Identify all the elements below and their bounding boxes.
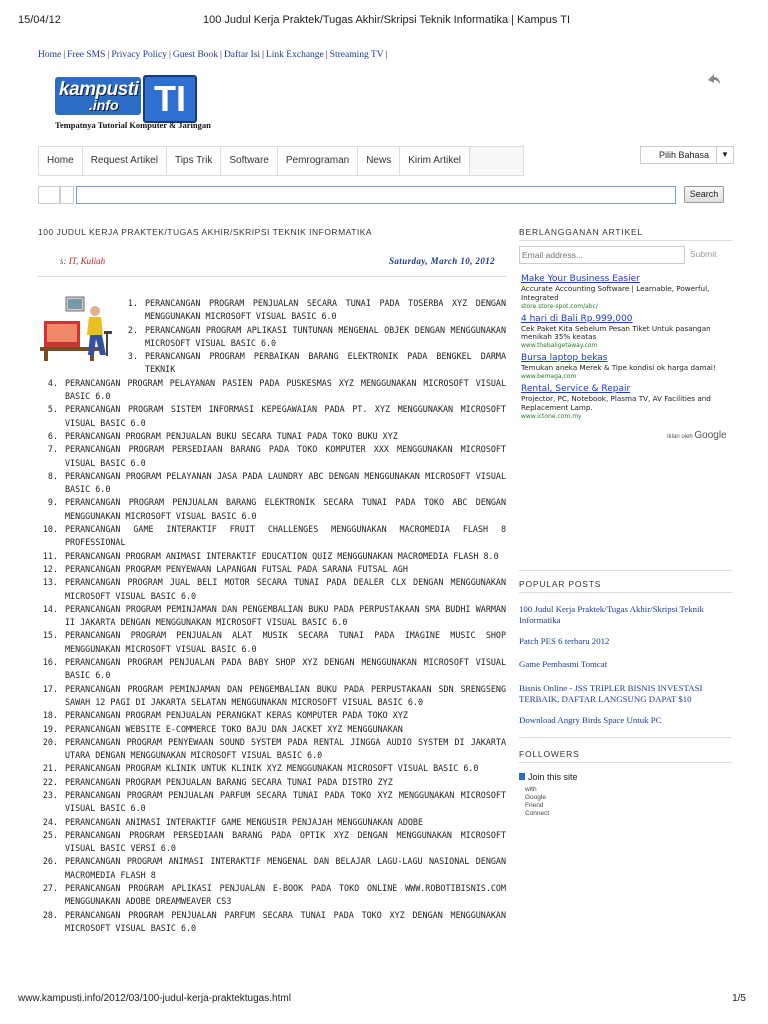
list-number: 28. — [42, 909, 58, 920]
list-text: PERANCANGAN PROGRAM PENJUALAN BARANG ELEKTRONIK SECARA TUNAI PADA TOKO ABC DENGAN MENGGUNAKAN MICROSOFT VISUAL BASIC 6.0 — [65, 497, 506, 521]
list-item — [38, 430, 506, 443]
main-nav — [38, 146, 524, 176]
submit-button[interactable]: Submit — [690, 249, 717, 259]
list-item — [38, 496, 506, 523]
list-number: 22. — [42, 776, 58, 787]
list-text: PERANCANGAN PROGRAM PENJUALAN PARFUM SECARA TUNAI PADA TOKO XYZ MENGGUNAKAN MICROSOFT VISUAL BASIC 6.0 — [65, 789, 506, 814]
logo-ti: TI — [143, 75, 197, 123]
list-text: PERANCANGAN PROGRAM KLINIK UNTUK KLINIK XYZ MENGGUNAKAN MICROSOFT VISUAL BASIC 6.0 — [65, 763, 479, 774]
divider — [519, 762, 732, 763]
list-item — [38, 882, 506, 909]
list-number: 8. — [47, 470, 58, 481]
list-number: 7. — [47, 444, 58, 455]
nav-item[interactable]: News — [358, 147, 400, 175]
list-item — [38, 550, 506, 563]
ad-title[interactable]: 4 hari di Bali Rp.999,000 — [521, 313, 633, 324]
logo-text-domain: .info — [89, 97, 119, 113]
list-text: PERANCANGAN PROGRAM PENJUALAN PADA BABY SHOP XYZ DENGAN MENGGUNAKAN MICROSOFT VISUAL BASIC 6.0 — [65, 657, 506, 681]
list-text: PERANCANGAN PROGRAM PENJUALAN BARANG SECARA TUNAI PADA DISTRO ZYZ — [65, 776, 393, 787]
ads-by-google[interactable] — [667, 430, 727, 441]
list-number: 5. — [47, 404, 58, 415]
join-site-button[interactable] — [519, 772, 578, 782]
list-text: PERANCANGAN PROGRAM PERBAIKAN BARANG ELEKTRONIK PADA BENGKEL DARMA TEKNIK — [145, 351, 506, 375]
list-text: PERANCANGAN PROGRAM ANIMASI INTERAKTIF EDUCATION QUIZ MENGGUNAKAN MACROMEDIA FLASH 8.0 — [65, 550, 499, 561]
list-number: 21. — [42, 763, 58, 774]
print-date: 15/04/12 — [18, 14, 61, 26]
list-number: 25. — [42, 829, 58, 840]
list-number: 26. — [42, 856, 58, 867]
post-date: Saturday, March 10, 2012 — [389, 256, 496, 266]
ad-url[interactable]: www.thebaligetaway.com — [521, 342, 598, 350]
list-text: PERANCANGAN PROGRAM PEMINJAMAN DAN PENGEMBALIAN BUKU PADA PERPUSTAKAAN SMA BUDHI WARMAN II JAKARTA DENGAN MENGGUNAKAN MICROSOFT VISUAL BASIC 6.0 — [65, 603, 506, 628]
top-link[interactable]: Guest Book — [172, 50, 219, 60]
list-item — [38, 855, 506, 882]
top-link[interactable]: Link Exchange — [265, 50, 324, 60]
divider — [519, 592, 732, 593]
list-text: PERANCANGAN PROGRAM PENJUALAN PERANGKAT KERAS KOMPUTER PADA TOKO XYZ — [65, 710, 408, 721]
list-number: 18. — [42, 710, 58, 721]
list-number: 9. — [47, 497, 58, 508]
google-logo: Google — [694, 430, 727, 441]
search-input[interactable] — [76, 186, 676, 204]
list-number: 15. — [42, 630, 58, 641]
nav-item[interactable]: Pemrograman — [278, 147, 358, 175]
list-number: 14. — [42, 603, 58, 614]
list-number: 27. — [42, 883, 58, 894]
friend-connect-line: Connect — [525, 810, 550, 817]
list-text: PERANCANGAN PROGRAM PENJUALAN ALAT MUSIK SECARA TUNAI PADA IMAGINE MUSIC SHOP MENGGUNAKAN MICROSOFT VISUAL BASIC 6.0 — [65, 630, 506, 654]
list-item — [38, 709, 506, 722]
search-bar — [38, 186, 724, 204]
list-text: PERANCANGAN PROGRAM PELAYANAN JASA PADA LAUNDRY ABC DENGAN MENGGUNAKAN MICROSOFT VISUAL BASIC 6.0 — [65, 470, 506, 495]
link-separator: | — [262, 50, 264, 60]
list-text: PERANCANGAN PROGRAM APLIKASI PENJUALAN E-BOOK PADA TOKO ONLINE WWW.ROBOTIBISNIS.COM MENGGUNAKAN ADOBE DREAMWEAVER CS3 — [65, 883, 506, 907]
email-field[interactable] — [519, 246, 685, 264]
list-item — [38, 443, 506, 470]
list-text: PERANCANGAN PROGRAM PENYEWAAN LAPANGAN FUTSAL PADA SARANA FUTSAL AGH — [65, 563, 408, 574]
language-select[interactable] — [640, 146, 734, 164]
logo-text: kampusti — [59, 79, 139, 100]
list-text: PERANCANGAN PROGRAM PENJUALAN PARFUM SECARA TUNAI PADA TOKO XYZ DENGAN MENGGUNAKAN MICROSOFT VISUAL BASIC 6.0 — [65, 909, 506, 933]
ad-title[interactable]: Make Your Business Easier — [521, 274, 640, 284]
list-number: 6. — [47, 430, 58, 441]
list-text: PERANCANGAN PROGRAM PENJUALAN BUKU SECARA TUNAI PADA TOKO BUKU XYZ — [65, 430, 398, 441]
friend-connect-line: with — [525, 786, 537, 793]
ads-by-label: Iklan oleh — [667, 434, 693, 440]
top-link[interactable]: Home — [38, 50, 62, 60]
followers-heading: FOLLOWERS — [519, 749, 580, 759]
post-labels — [60, 256, 105, 266]
list-text: PERANCANGAN PROGRAM PEMINJAMAN DAN PENGEMBALIAN BUKU PADA PERPUSTAKAAN SDN SRENGSENG SAWAH 12 PAGI DI JAKARTA SELATAN MENGGUNAKAN MICROSOFT VISUAL BASIC 6.0 — [65, 683, 506, 707]
list-item — [38, 829, 506, 856]
list-item — [38, 297, 506, 324]
list-item — [38, 563, 506, 576]
list-number: 3. — [127, 351, 138, 362]
list-number: 1. — [127, 298, 138, 308]
list-item — [38, 762, 506, 775]
list-item — [38, 377, 506, 404]
list-number: 11. — [42, 550, 58, 561]
ad-unit — [521, 384, 733, 421]
labels-links[interactable]: IT, Kuliah — [68, 256, 106, 266]
list-item — [38, 470, 506, 497]
ad-description: Projector, PC, Notebook, Plasma TV, AV Facilities and Replacement Lamp. — [521, 393, 711, 412]
ad-url[interactable]: store.store-spot.com/abc/ — [521, 302, 598, 310]
nav-item[interactable]: Home — [39, 147, 83, 175]
ad-url[interactable]: www.bemaga.com — [521, 372, 577, 380]
top-link[interactable]: Free SMS — [67, 50, 106, 60]
list-text: PERANCANGAN ANIMASI INTERAKTIF GAME MENGUSIR PENJAJAH MENGGUNAKAN ADOBE — [65, 816, 423, 827]
friend-connect-text — [525, 786, 549, 818]
chevron-down-icon: ▼ — [716, 147, 733, 163]
ad-unit — [521, 353, 733, 381]
popular-post-link[interactable]: Download Angry Birds Space Untuk PC — [519, 715, 662, 725]
list-item — [38, 723, 506, 736]
judul-list — [38, 297, 506, 935]
list-text: PERANCANGAN PROGRAM SISTEM INFORMASI KEPEGAWAIAN PADA PT. XYZ MENGGUNAKAN MICROSOFT VISUAL BASIC 6.0 — [65, 404, 506, 428]
divider — [519, 570, 732, 571]
list-item — [38, 789, 506, 816]
list-text: PERANCANGAN GAME INTERAKTIF FRUIT CHALLENGES MENGGUNAKAN MACROMEDIA FLASH 8 PROFESSIONAL — [65, 524, 506, 548]
ad-unit — [521, 314, 733, 351]
list-text: PERANCANGAN PROGRAM PENYEWAAN SOUND SYSTEM PADA RENTAL JINGGA AUDIO SYSTEM DI JAKARTA UTARA DENGAN MENGGUNAKAN MICROSOFT VISUAL BASIC 6.0 — [65, 736, 506, 761]
list-text: PERANCANGAN PROGRAM PELAYANAN PASIEN PADA PUSKESMAS XYZ MENGGUNAKAN MICROSOFT VISUAL BASIC 6.0 — [65, 377, 506, 402]
list-item — [38, 603, 506, 630]
nav-item[interactable]: Request Artikel — [83, 147, 167, 175]
link-separator: | — [63, 50, 66, 60]
list-text: PERANCANGAN PROGRAM PERSEDIAAN BARANG PADA OPTIK XYZ DENGAN MENGGUNAKAN MICROSOFT VISUAL BASIC VERSI 6.0 — [65, 829, 506, 854]
ad-description: Cek Paket Kita Sebelum Pesan Tiket Untuk pasangan menikah 35% keatas — [521, 323, 711, 342]
site-logo[interactable] — [55, 75, 211, 137]
nav-item[interactable]: Tips Trik — [167, 147, 221, 175]
list-number: 16. — [42, 657, 58, 668]
join-label: Join this site — [528, 772, 578, 782]
list-item — [38, 523, 506, 550]
list-number: 13. — [42, 577, 58, 588]
search-scope-box[interactable] — [38, 186, 60, 204]
list-item — [38, 629, 506, 656]
list-item — [38, 403, 506, 430]
ad-description: Temukan aneka Merek & Tipe kondisi ok harga damai! — [521, 363, 716, 373]
logo-tagline: Tempatnya Tutorial Komputer & Jaringan — [55, 120, 211, 130]
ad-unit — [521, 274, 733, 311]
divider — [519, 240, 732, 241]
post-title: 100 JUDUL KERJA PRAKTEK/TUGAS AKHIR/SKRIPSI TEKNIK INFORMATIKA — [38, 227, 373, 237]
search-button[interactable]: Search — [684, 186, 724, 203]
link-separator: | — [385, 50, 388, 60]
print-header — [18, 14, 746, 28]
list-number: 24. — [42, 816, 58, 827]
top-link[interactable]: Streaming TV — [329, 50, 384, 60]
divider — [38, 276, 506, 277]
ad-url[interactable]: www.ictone.com.my — [521, 412, 582, 420]
share-arrow-icon[interactable] — [707, 72, 721, 86]
popular-posts-heading: POPULAR POSTS — [519, 579, 602, 589]
language-label: Pilih Bahasa — [659, 150, 710, 160]
list-item — [38, 736, 506, 763]
link-separator: | — [169, 50, 171, 60]
list-item — [38, 816, 506, 829]
list-number: 4. — [47, 377, 58, 388]
popular-post-link[interactable]: Bisnis Online - JSS TRIPLER BISNIS INVESTASI TERBAIK, DAFTAR LANGSUNG DAPAT $10 — [519, 683, 703, 704]
list-item — [38, 776, 506, 789]
print-page-title: 100 Judul Kerja Praktek/Tugas Akhir/Skripsi Teknik Informatika | Kampus TI — [203, 14, 571, 26]
friend-connect-icon — [519, 773, 525, 780]
list-item — [38, 324, 506, 351]
top-link[interactable]: Privacy Policy — [111, 50, 167, 60]
list-item — [38, 683, 506, 710]
list-item — [38, 350, 506, 377]
labels-prefix: s: — [60, 256, 67, 266]
print-page-number: 1/5 — [732, 993, 746, 1004]
list-item — [38, 576, 506, 603]
popular-post-link[interactable]: 100 Judul Kerja Praktek/Tugas Akhir/Skripsi Teknik Informatika — [519, 604, 704, 625]
friend-connect-line: Friend — [525, 802, 544, 809]
popular-post-link[interactable]: Patch PES 6 terbaru 2012 — [519, 636, 610, 646]
top-link[interactable]: Daftar Isi — [223, 50, 261, 60]
nav-item[interactable]: Kirim Artikel — [400, 147, 470, 175]
list-text: PERANCANGAN WEBSITE E-COMMERCE TOKO BAJU DAN JACKET XYZ MENGGUNAKAN — [65, 723, 403, 734]
link-separator: | — [107, 50, 110, 60]
top-links — [38, 50, 390, 60]
list-text: PERANCANGAN PROGRAM JUAL BELI MOTOR SECARA TUNAI PADA DEALER CLX DENGAN MENGGUNAKAN MICROSOFT VISUAL BASIC 6.0 — [65, 577, 506, 601]
list-number: 17. — [42, 683, 58, 694]
list-text: PERANCANGAN PROGRAM ANIMASI INTERAKTIF MENGENAL DAN BELAJAR LAGU-LAGU NASIONAL DENGAN MACROMEDIA FLASH 8 — [65, 856, 506, 880]
list-text: PERANCANGAN PROGRAM PERSEDIAAN BARANG PADA TOKO KOMPUTER XXX MENGGUNAKAN MICROSOFT VISUAL BASIC 6.0 — [65, 444, 506, 468]
list-text: PERANCANGAN PROGRAM APLIKASI TUNTUNAN MENGENAL OBJEK DENGAN MENGGUNAKAN MICROSOFT VISUAL BASIC 6.0 — [145, 324, 506, 348]
ad-title[interactable]: Bursa laptop bekas — [521, 353, 608, 364]
link-separator: | — [220, 50, 222, 60]
list-number: 23. — [42, 789, 58, 800]
search-option-box[interactable] — [60, 186, 74, 204]
link-separator: | — [325, 50, 328, 60]
print-url: www.kampusti.info/2012/03/100-judul-kerja-praktektugas.html — [18, 993, 291, 1004]
list-number: 20. — [42, 736, 58, 747]
list-number: 10. — [42, 524, 58, 535]
popular-post-link[interactable]: Game Pembasmi Tomcat — [519, 659, 608, 669]
divider — [519, 737, 732, 738]
list-number: 19. — [42, 723, 58, 734]
google-ads — [521, 274, 733, 424]
subscribe-heading: BERLANGGANAN ARTIKEL — [519, 227, 644, 237]
list-number: 12. — [42, 563, 58, 574]
list-item — [38, 909, 506, 936]
ad-title[interactable]: Rental, Service & Repair — [521, 383, 631, 394]
ad-description: Accurate Accounting Software | Learnable, Powerful, Integrated — [521, 284, 710, 302]
list-number: 2. — [127, 324, 138, 335]
list-item — [38, 656, 506, 683]
nav-item[interactable]: Software — [221, 147, 277, 175]
list-text: PERANCANGAN PROGRAM PENJUALAN SECARA TUNAI PADA TOSERBA XYZ DENGAN MENGGUNAKAN MICROSOFT VISUAL BASIC 6.0 — [145, 298, 506, 322]
friend-connect-line: Google — [525, 794, 546, 801]
